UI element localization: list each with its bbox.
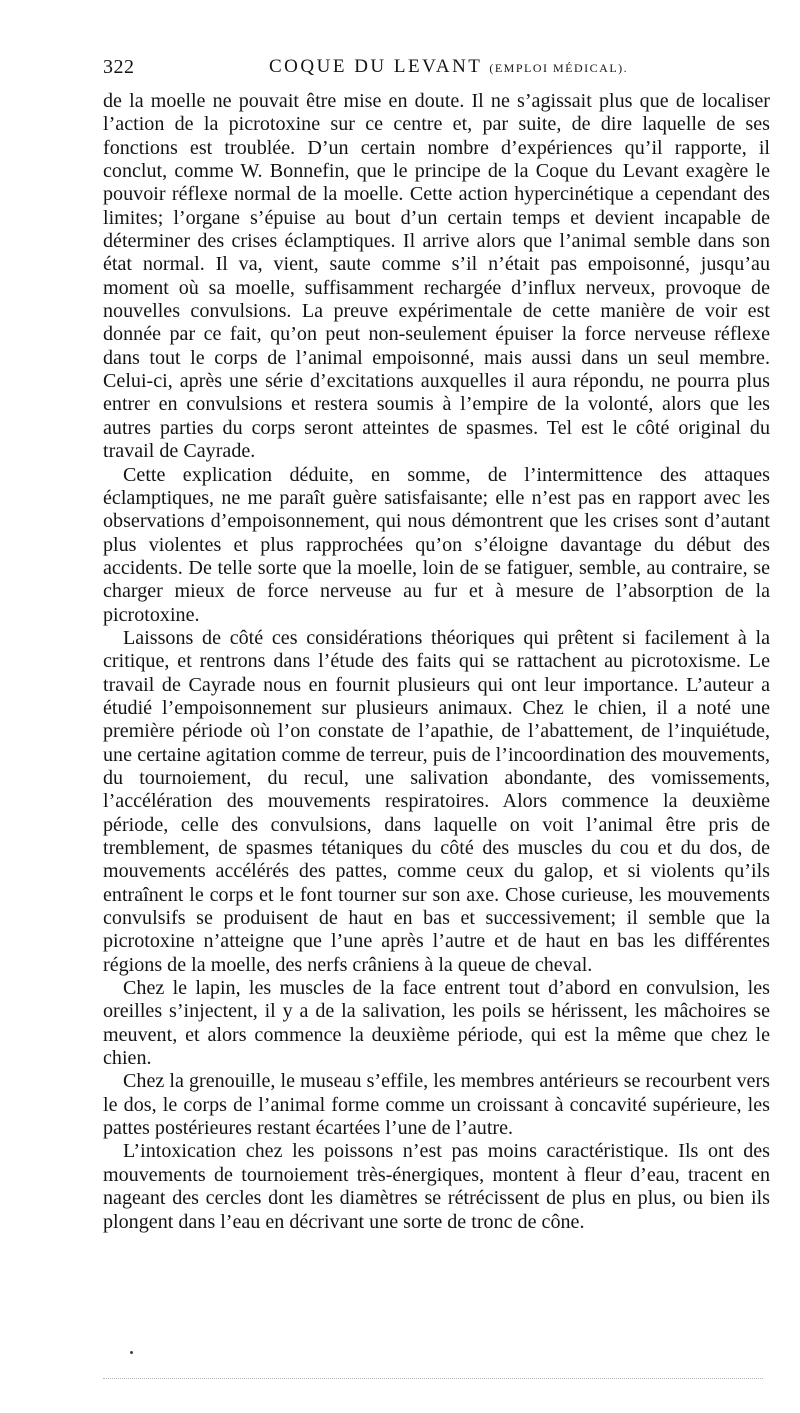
running-title: COQUE DU LEVANT	[269, 56, 483, 77]
paragraph-5: Chez la grenouille, le museau s’effile, les membres antérieurs se recourbent vers le dos, le corps de l’animal forme comme un croissant à concavité supérieure, les pattes postérieures restant écartées l’une de l’autre.	[103, 1070, 770, 1140]
page-number: 322	[103, 56, 135, 78]
paragraph-2: Cette explication déduite, en somme, de l’intermittence des attaques éclamptiques, ne me paraît guère satisfaisante; elle n’est pas en rapport avec les observations d’empoisonnement, qui nous démontrent que les crises sont d’autant plus violentes et plus rapprochées qu’on s’éloigne davantage du début des accidents. De telle sorte que la moelle, loin de se fatiguer, semble, au contraire, se charger mieux de force nerveuse au fur et à mesure de l’absorption de la picrotoxine.	[103, 463, 770, 626]
paragraph-3: Laissons de côté ces considérations théoriques qui prêtent si facilement à la critique, et rentrons dans l’étude des faits qui se rattachent au picrotoxisme. Le travail de Cayrade nous en fournit plusieurs qui ont leur importance. L’auteur a étudié l’empoisonnement sur plusieurs animaux. Chez le chien, il a noté une première période où l’on constate de l’apathie, de l’abattement, de l’inquiétude, une certaine agitation comme de terreur, puis de l’incoordination des mouvements, du tournoiement, du recul, une salivation abondante, des vomissements, l’accélération des mouvements respiratoires. Alors commence la deuxième période, celle des convulsions, dans laquelle on voit l’animal être pris de tremblement, de spasmes tétaniques du côté des muscles du cou et du dos, de mouvements accélérés des pattes, comme ceux du galop, et si violents qu’ils entraînent le corps et le font tourner sur son axe. Chose curieuse, les mouvements convulsifs se produisent de haut en bas et successivement; il semble que la picrotoxine n’atteigne que l’une après l’autre et de haut en bas les différentes régions de la moelle, des nerfs crâniens à la queue de cheval.	[103, 626, 770, 976]
print-speck	[130, 1351, 133, 1354]
page-header	[103, 56, 770, 90]
bottom-dotted-rule	[103, 1378, 763, 1379]
body-text	[103, 90, 770, 1234]
paragraph-6: L’intoxication chez les poissons n’est pas moins caractéristique. Ils ont des mouvements de tournoiement très-énergiques, montent à fleur d’eau, tracent en nageant des cercles dont les diamètres se rétrécissent de plus en plus, ou bien ils plongent dans l’eau en décrivant une sorte de tronc de cône.	[103, 1140, 770, 1233]
paragraph-4: Chez le lapin, les muscles de la face entrent tout d’abord en convulsion, les oreilles s’injectent, il y a de la salivation, les poils se hérissent, les mâchoires se meuvent, et alors commence la deuxième période, qui est la même que chez le chien.	[103, 977, 770, 1070]
book-page	[103, 56, 770, 1234]
running-head	[269, 56, 628, 78]
running-subtitle: (EMPLOI MÉDICAL).	[489, 61, 629, 75]
paragraph-1: de la moelle ne pouvait être mise en doute. Il ne s’agissait plus que de localiser l’action de la picrotoxine sur ce centre et, par suite, de dire laquelle de ses fonctions est troublée. D’un certain nombre d’expériences qu’il rapporte, il conclut, comme W. Bonnefin, que le principe de la Coque du Levant exagère le pouvoir réflexe normal de la moelle. Cette action hypercinétique a cependant des limites; l’organe s’épuise au bout d’un certain temps et devient incapable de déterminer des crises éclamptiques. Il arrive alors que l’animal semble dans son état normal. Il va, vient, saute comme s’il n’était pas empoisonné, jusqu’au moment où sa moelle, suffisamment rechargée d’influx nerveux, provoque de nouvelles convulsions. La preuve expérimentale de cette manière de voir est donnée par ce fait, qu’on peut non-seulement épuiser la force nerveuse réflexe dans tout le corps de l’animal empoisonné, mais aussi dans un seul membre. Celui-ci, après une série d’excitations auxquelles il aura répondu, ne pourra plus entrer en convulsions et restera soumis à l’empire de la volonté, alors que les autres parties du corps seront atteintes de spasmes. Tel est le côté original du travail de Cayrade.	[103, 90, 770, 463]
